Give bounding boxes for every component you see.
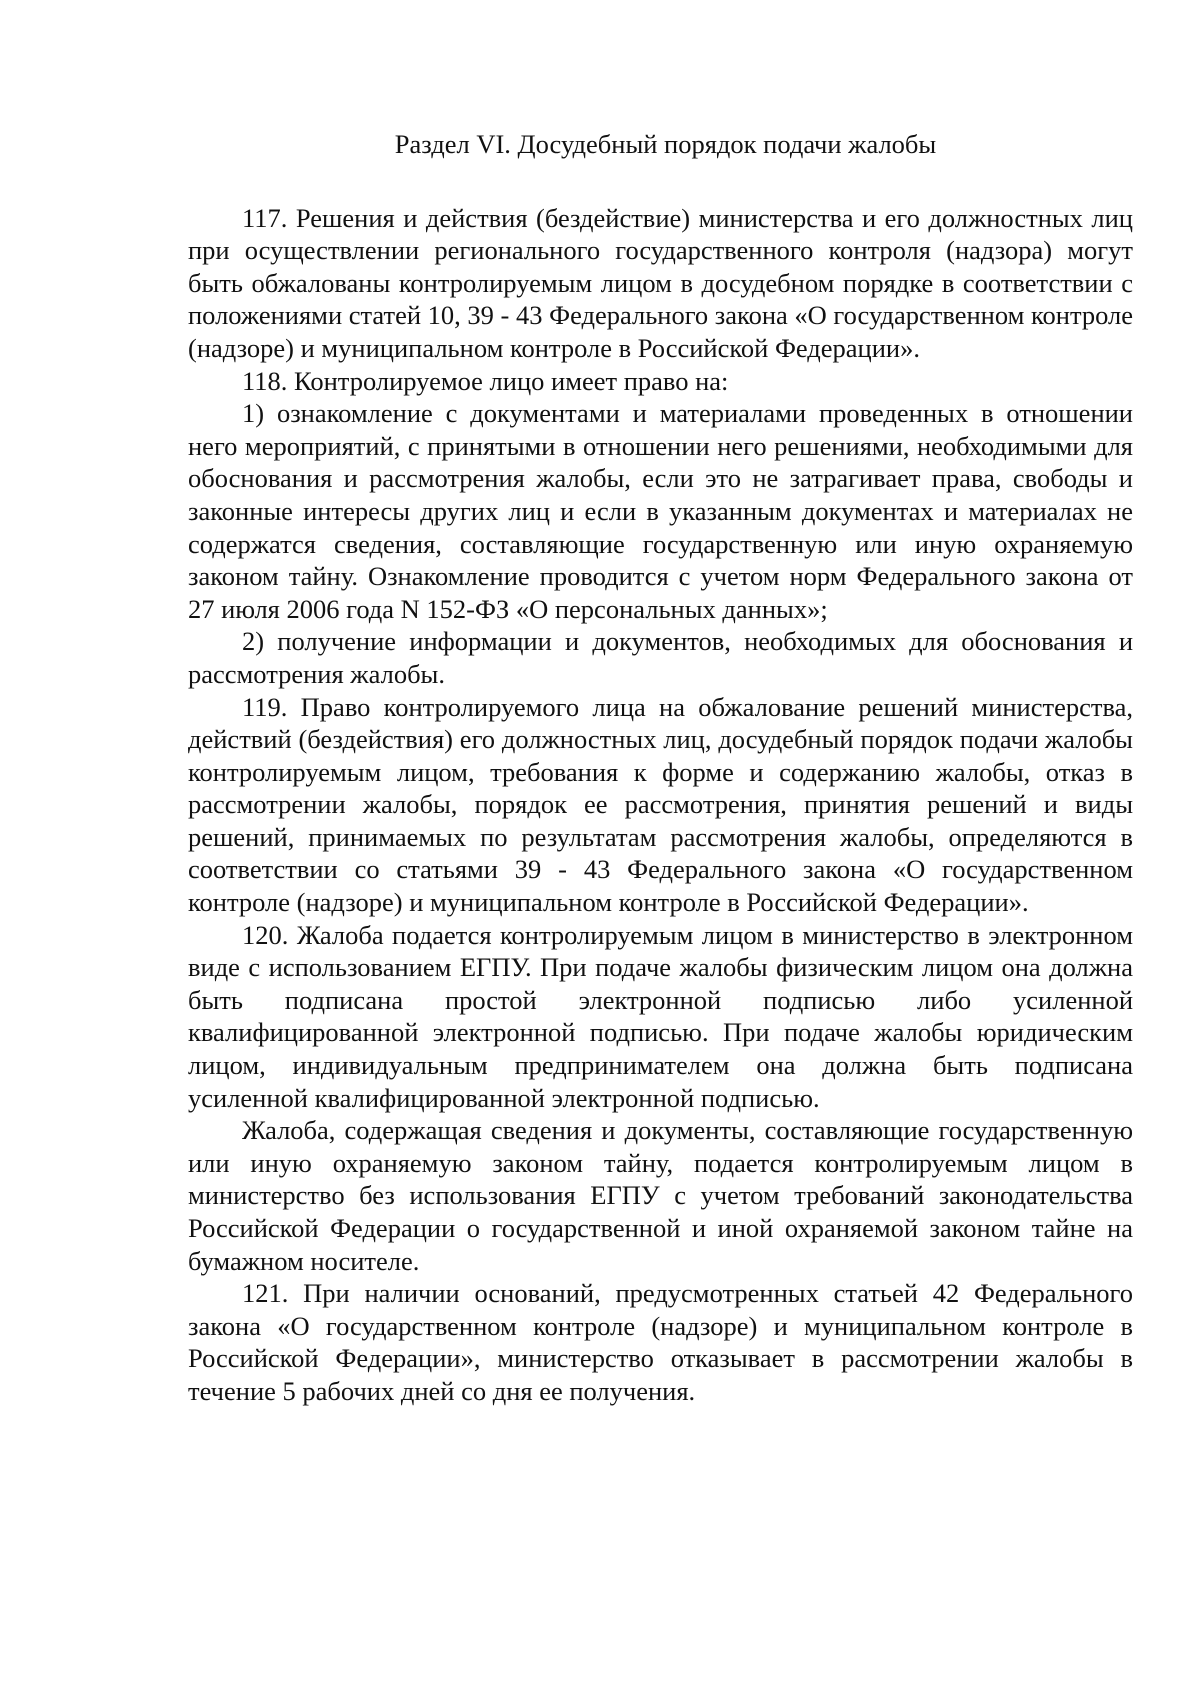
paragraph-117: 117. Решения и действия (бездействие) министерства и его должностных лиц при осуществлении регионального государственного контроля (надзора) могут быть обжалованы контролируемым лицом в досудебном порядке в соответствии с положениями статей 10, 39 - 43 Федерального закона «О государственном контроле (надзоре) и муниципальном контроле в Российской Федерации». (188, 202, 1133, 363)
paragraph-119: 119. Право контролируемого лица на обжалование решений министерства, действий (бездействия) его должностных лиц, досудебный порядок подачи жалобы контролируемым лицом, требования к форме и содержанию жалобы, отказ в рассмотрении жалобы, порядок ее рассмотрения, принятия решений и виды решений, принимаемых по результатам рассмотрения жалобы, определяются в соответствии со статьями 39 - 43 Федерального закона «О государственном контроле (надзоре) и муниципальном контроле в Российской Федерации». (188, 691, 1133, 918)
paragraph-118: 118. Контролируемое лицо имеет право на: (242, 365, 729, 396)
paragraph-118-item-1: 1) ознакомление с документами и материалами проведенных в отношении него мероприятий, с принятыми в отношении него решениями, необходимыми для обоснования и рассмотрения жалобы, если это не затрагивает права, свободы и законные интересы других лиц и если в указанным документах и материалах не содержатся сведения, составляющие государственную или иную охраняемую законом тайну. Ознакомление проводится с учетом норм Федерального закона от 27 июля 2006 года N 152-ФЗ «О персональных данных»; (188, 398, 1133, 624)
paragraph-120: 120. Жалоба подается контролируемым лицом в министерство в электронном виде с использованием ЕГПУ. При подаче жалобы физическим лицом она должна быть подписана простой электронной подписью либо усиленной квалифицированной электронной подписью. При подаче жалобы юридическим лицом, индивидуальным предпринимателем она должна быть подписана усиленной квалифицированной электронной подписью. (188, 919, 1133, 1113)
paragraph-118-item-2: 2) получение информации и документов, необходимых для обоснования и рассмотрения жалобы. (188, 626, 1133, 689)
document-page (188, 128, 1133, 1408)
paragraph-121: 121. При наличии оснований, предусмотренных статьей 42 Федерального закона «О государственном контроле (надзоре) и муниципальном контроле в Российской Федерации», министерство отказывает в рассмотрении жалобы в течение 5 рабочих дней со дня ее получения. (188, 1278, 1133, 1406)
section-heading: Раздел VI. Досудебный порядок подачи жалобы (394, 129, 937, 159)
paragraph-120-continued: Жалоба, содержащая сведения и документы, составляющие государственную или иную охраняемую законом тайну, подается контролируемым лицом в министерство без использования ЕГПУ с учетом требований законодательства Российской Федерации о государственной и иной охраняемой законом тайне на бумажном носителе. (188, 1115, 1133, 1276)
